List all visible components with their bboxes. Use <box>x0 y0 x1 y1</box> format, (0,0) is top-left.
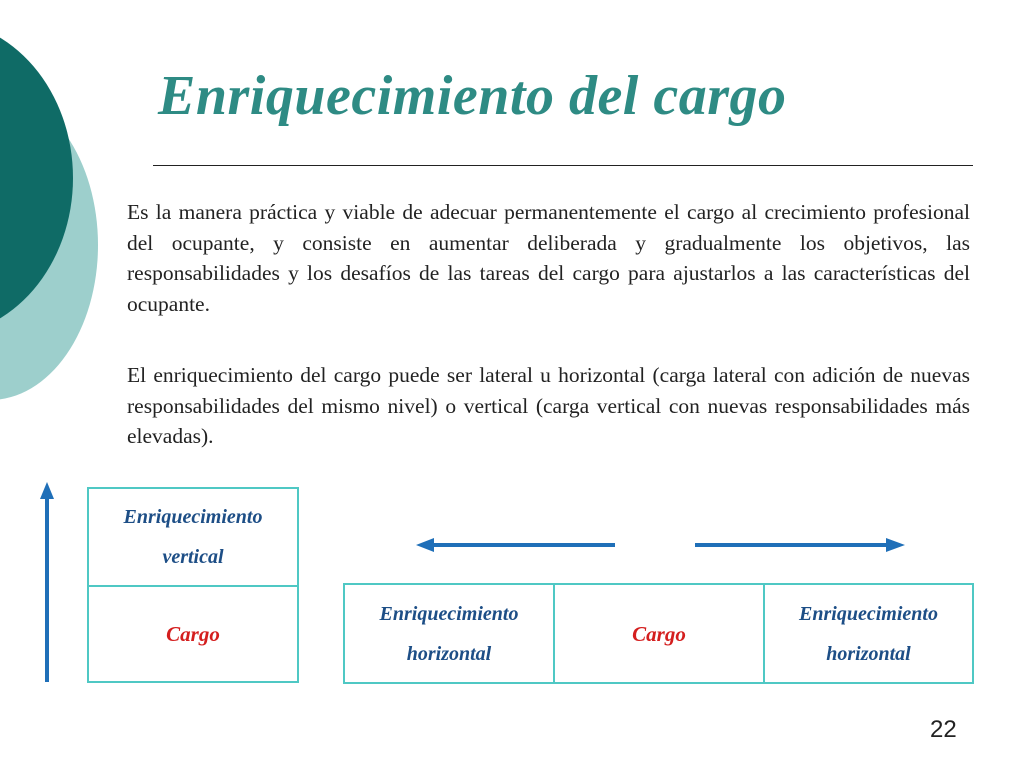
left-arrow <box>416 538 615 552</box>
vertical-cargo-label: Cargo <box>166 622 220 646</box>
decorative-circles <box>0 0 110 420</box>
paragraph-definition: Es la manera práctica y viable de adecuar permanentemente el cargo al crecimiento profesional del ocupante, y consiste en aumentar deliberada y gradualmente los objetivos, las responsabilidades y los desafíos de las tareas del cargo para ajustarlos a las características del ocupante. <box>127 200 970 316</box>
horizontal-enrichment-left-label: Enriquecimiento horizontal <box>379 602 519 665</box>
horizontal-cargo-label: Cargo <box>632 621 686 646</box>
vertical-arrow <box>40 482 54 682</box>
horizontal-enrichment-right-label: Enriquecimiento horizontal <box>799 602 938 665</box>
paragraph-types: El enriquecimiento del cargo puede ser lateral u horizontal (carga lateral con adición de nuevas responsabilidades del mismo nivel) o vertical (carga vertical con nuevas responsabilidades más elevadas). <box>127 363 970 448</box>
page-number: 22 <box>930 716 957 743</box>
title-divider <box>153 165 973 166</box>
vertical-enrichment-box <box>87 487 299 587</box>
right-arrow <box>695 538 905 552</box>
vertical-cargo-box <box>87 585 299 683</box>
horizontal-enrichment-right-box <box>763 583 974 684</box>
slide-title: Enriquecimiento del cargo <box>158 65 787 127</box>
horizontal-enrichment-left-box <box>343 583 555 684</box>
vertical-enrichment-label: Enriquecimiento vertical <box>123 506 263 568</box>
horizontal-cargo-box <box>553 583 765 684</box>
